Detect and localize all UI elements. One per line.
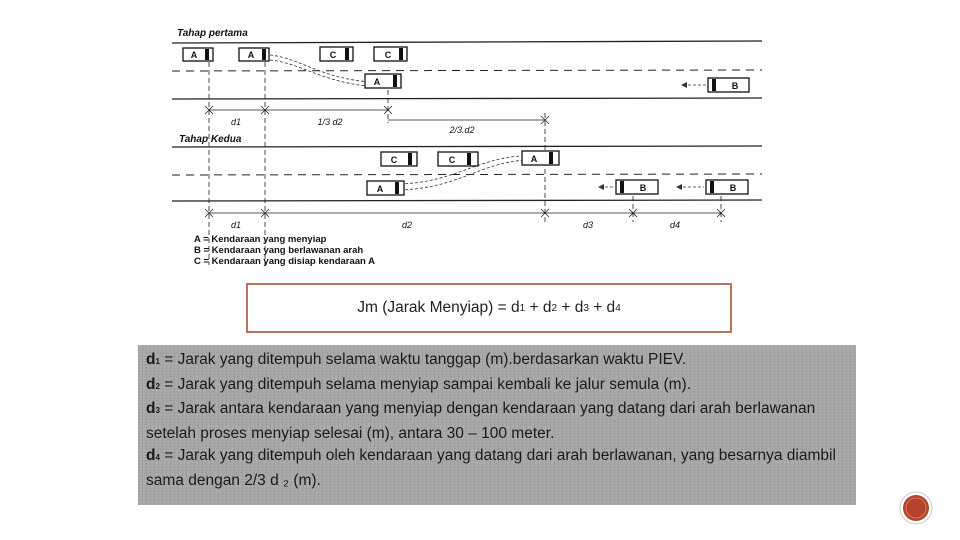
- definition-d2: d2 = Jarak yang ditempuh selama menyiap sampai kembali ke jalur semula (m).: [146, 375, 692, 393]
- dim-bottom-d3: d3: [582, 220, 594, 230]
- definition-d3: d3 = Jarak antara kendaraan yang menyiap dengan kendaraan yang datang dari arah berlawanan setelah proses menyiap selesai (m), antara 30 – 100 meter.: [146, 400, 816, 442]
- svg-text:A: A: [376, 184, 384, 194]
- formula-sub-2: 2: [551, 302, 558, 314]
- formula-prefix: Jm (Jarak Menyiap) = d: [357, 299, 520, 316]
- vehicle-c-4: [438, 152, 478, 166]
- vehicle-c-2: [374, 47, 407, 61]
- vehicle-a-1: [183, 48, 213, 61]
- svg-text:A: A: [190, 50, 198, 60]
- legend-b: B = Kendaraan yang berlawanan arah: [194, 245, 364, 256]
- dim-bottom-d4: d4: [669, 220, 681, 230]
- formula-sub-3: 3: [583, 302, 589, 314]
- svg-text:C: C: [390, 155, 398, 165]
- vehicle-b-1: [681, 78, 749, 92]
- stage2-title: Tahap Kedua: [179, 134, 242, 145]
- legend-c: C = Kendaraan yang disiap kendaraan A: [194, 256, 376, 267]
- vehicle-c-1: [320, 47, 353, 61]
- slide-nav-icon[interactable]: [899, 491, 933, 525]
- svg-text:A: A: [530, 154, 538, 164]
- formula-sub-4: 4: [615, 302, 621, 314]
- svg-text:C: C: [448, 155, 456, 165]
- svg-text:C: C: [329, 50, 337, 60]
- svg-text:A: A: [373, 77, 381, 87]
- vehicle-b-2: [598, 180, 658, 194]
- dim-top-third-d2: 1/3 d2: [317, 117, 343, 127]
- svg-text:B: B: [639, 183, 647, 193]
- dim-bottom-d1: d1: [230, 220, 242, 230]
- vehicle-a-2: [239, 48, 269, 61]
- legend-a: A = Kendaraan yang menyiap: [194, 234, 327, 245]
- svg-text:A: A: [247, 50, 255, 60]
- dim-top-two-thirds-d2: 2/3.d2: [449, 125, 475, 135]
- dim-bottom-d2: d2: [401, 220, 413, 230]
- svg-text:B: B: [729, 183, 737, 193]
- svg-text:C: C: [384, 50, 392, 60]
- definitions-box: [138, 345, 856, 505]
- svg-text:B: B: [731, 81, 739, 91]
- vehicle-a-4: [522, 151, 559, 165]
- formula-box: Jm (Jarak Menyiap) = d 1 + d 2 + d 3 + d 4: [246, 283, 732, 333]
- vehicle-a-3: [365, 74, 401, 88]
- vehicle-a-5: [367, 181, 404, 195]
- stage1-title: Tahap pertama: [177, 28, 248, 39]
- definition-d1: d1 = Jarak yang ditempuh selama waktu tanggap (m).berdasarkan waktu PIEV.: [146, 351, 687, 368]
- vehicle-c-3: [381, 152, 417, 166]
- dim-top-d1: d1: [230, 117, 242, 127]
- definition-d4: d4 = Jarak yang ditempuh oleh kendaraan yang datang dari arah berlawanan, yang besarnya diambil sama dengan 2/3 d ₂ (m).: [146, 447, 836, 489]
- vehicle-b-3: [676, 180, 748, 194]
- formula-sub-1: 1: [519, 302, 526, 314]
